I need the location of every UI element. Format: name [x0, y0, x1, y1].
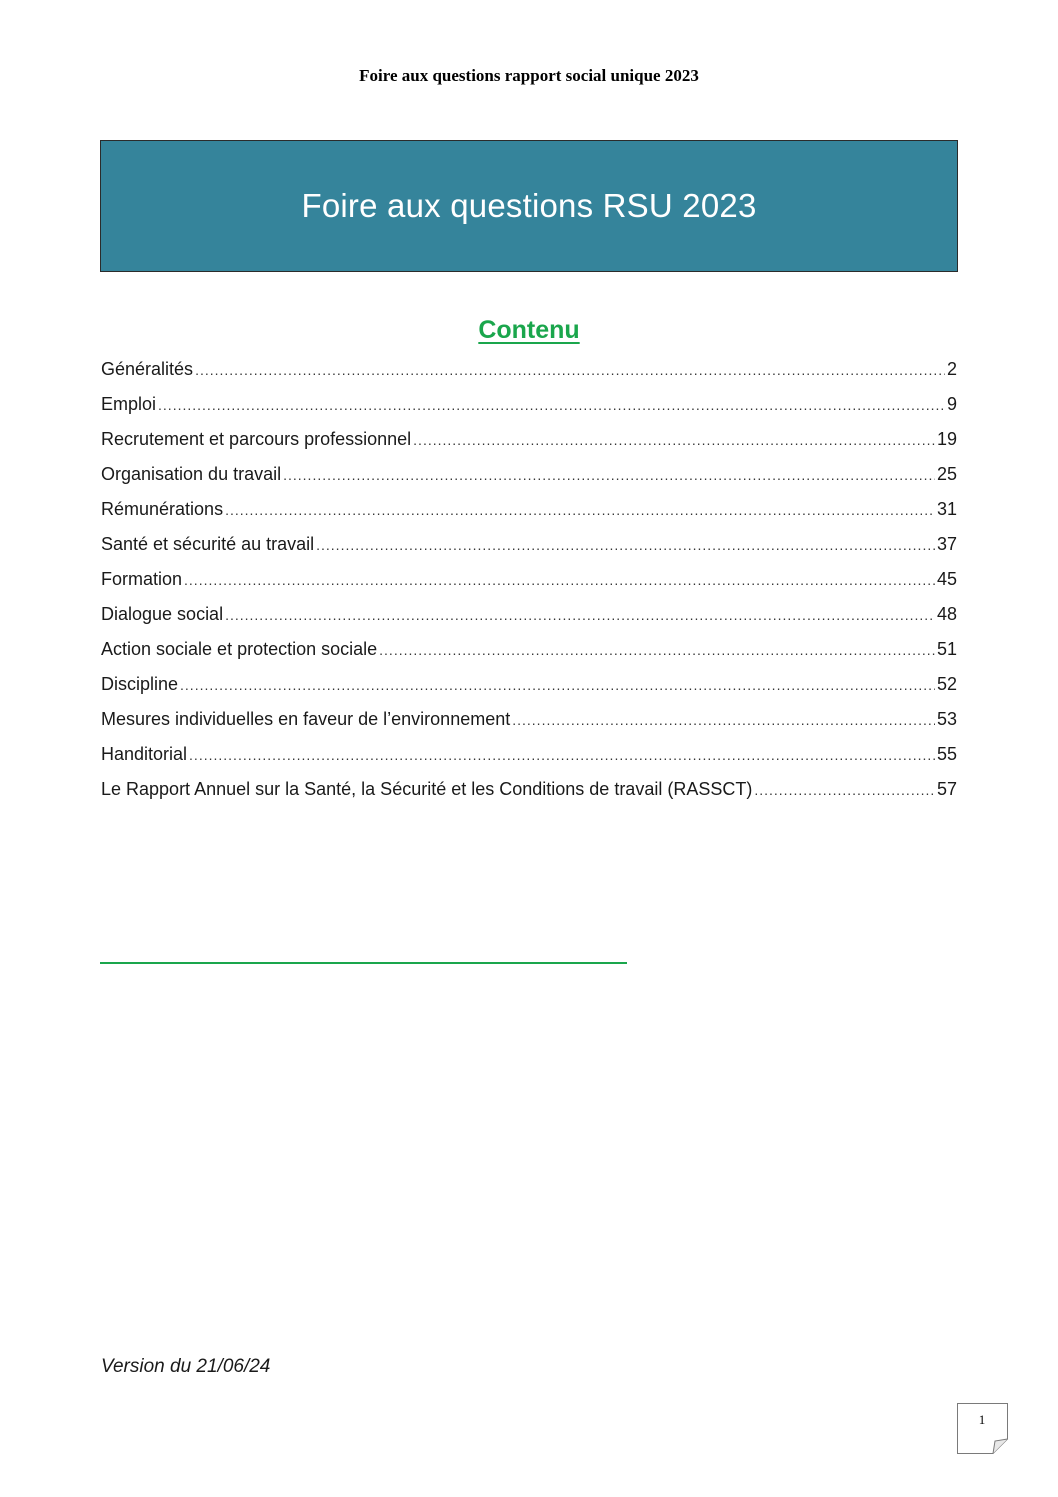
- toc-entry-page: 55: [936, 744, 957, 764]
- toc-dot-leader: [225, 598, 935, 633]
- toc-entry-label: Organisation du travail: [101, 464, 282, 484]
- toc-entry[interactable]: [101, 422, 957, 457]
- toc-entry[interactable]: [101, 387, 957, 422]
- toc-entry[interactable]: [101, 352, 957, 387]
- page-curl-icon: [957, 1403, 1009, 1455]
- toc-entry-page: 52: [936, 674, 957, 694]
- toc-entry[interactable]: [101, 492, 957, 527]
- toc-entry-page: 31: [936, 499, 957, 519]
- toc-entry-label: Handitorial: [101, 744, 188, 764]
- toc-dot-leader: [184, 563, 935, 598]
- section-divider: [100, 962, 627, 964]
- toc-entry[interactable]: [101, 772, 957, 807]
- toc-entry[interactable]: [101, 632, 957, 667]
- toc-entry-page: 25: [936, 464, 957, 484]
- toc-dot-leader: [379, 633, 935, 668]
- toc-entry-page: 48: [936, 604, 957, 624]
- toc-dot-leader: [316, 528, 935, 563]
- toc-entry-label: Mesures individuelles en faveur de l’environnement: [101, 709, 511, 729]
- toc-entry-page: 19: [936, 429, 957, 449]
- version-label: Version du 21/06/24: [101, 1356, 271, 1377]
- toc-entry-label: Recrutement et parcours professionnel: [101, 429, 412, 449]
- toc-entry-label: Généralités: [101, 359, 194, 379]
- toc-entry[interactable]: [101, 527, 957, 562]
- toc-entry-page: 57: [936, 779, 957, 799]
- toc-dot-leader: [225, 493, 935, 528]
- toc-entry-label: Discipline: [101, 674, 179, 694]
- toc-entry[interactable]: [101, 737, 957, 772]
- toc-entry-label: Santé et sécurité au travail: [101, 534, 315, 554]
- toc-heading: Contenu: [478, 316, 580, 344]
- toc-dot-leader: [195, 353, 945, 388]
- toc-dot-leader: [413, 423, 935, 458]
- page-number-tab: [957, 1403, 1007, 1453]
- page-number: 1: [978, 1412, 986, 1427]
- toc-dot-leader: [189, 738, 935, 773]
- toc-entry[interactable]: [101, 702, 957, 737]
- toc-entry[interactable]: [101, 457, 957, 492]
- toc-entry-page: 9: [946, 394, 957, 414]
- running-header: Foire aux questions rapport social unique 2023: [359, 66, 699, 85]
- toc-dot-leader: [158, 388, 945, 423]
- toc-entry-page: 53: [936, 709, 957, 729]
- toc-entry-label: Emploi: [101, 394, 157, 414]
- toc-entry-page: 45: [936, 569, 957, 589]
- toc-dot-leader: [283, 458, 935, 493]
- title-banner: [100, 140, 958, 272]
- toc-entry-page: 51: [936, 639, 957, 659]
- toc-entry[interactable]: [101, 597, 957, 632]
- toc-entry-label: Rémunérations: [101, 499, 224, 519]
- toc-entry[interactable]: [101, 562, 957, 597]
- toc-entry-page: 2: [946, 359, 957, 379]
- toc-entry-page: 37: [936, 534, 957, 554]
- toc-entry-label: Action sociale et protection sociale: [101, 639, 378, 659]
- toc-dot-leader: [512, 703, 935, 738]
- document-title: Foire aux questions RSU 2023: [301, 187, 757, 224]
- toc-entry-label: Le Rapport Annuel sur la Santé, la Sécurité et les Conditions de travail (RASSCT): [101, 779, 753, 799]
- toc-dot-leader: [754, 773, 935, 808]
- toc-entry-label: Formation: [101, 569, 183, 589]
- toc-entry[interactable]: [101, 667, 957, 702]
- toc-dot-leader: [180, 668, 935, 703]
- toc-entry-label: Dialogue social: [101, 604, 224, 624]
- table-of-contents: [101, 352, 957, 807]
